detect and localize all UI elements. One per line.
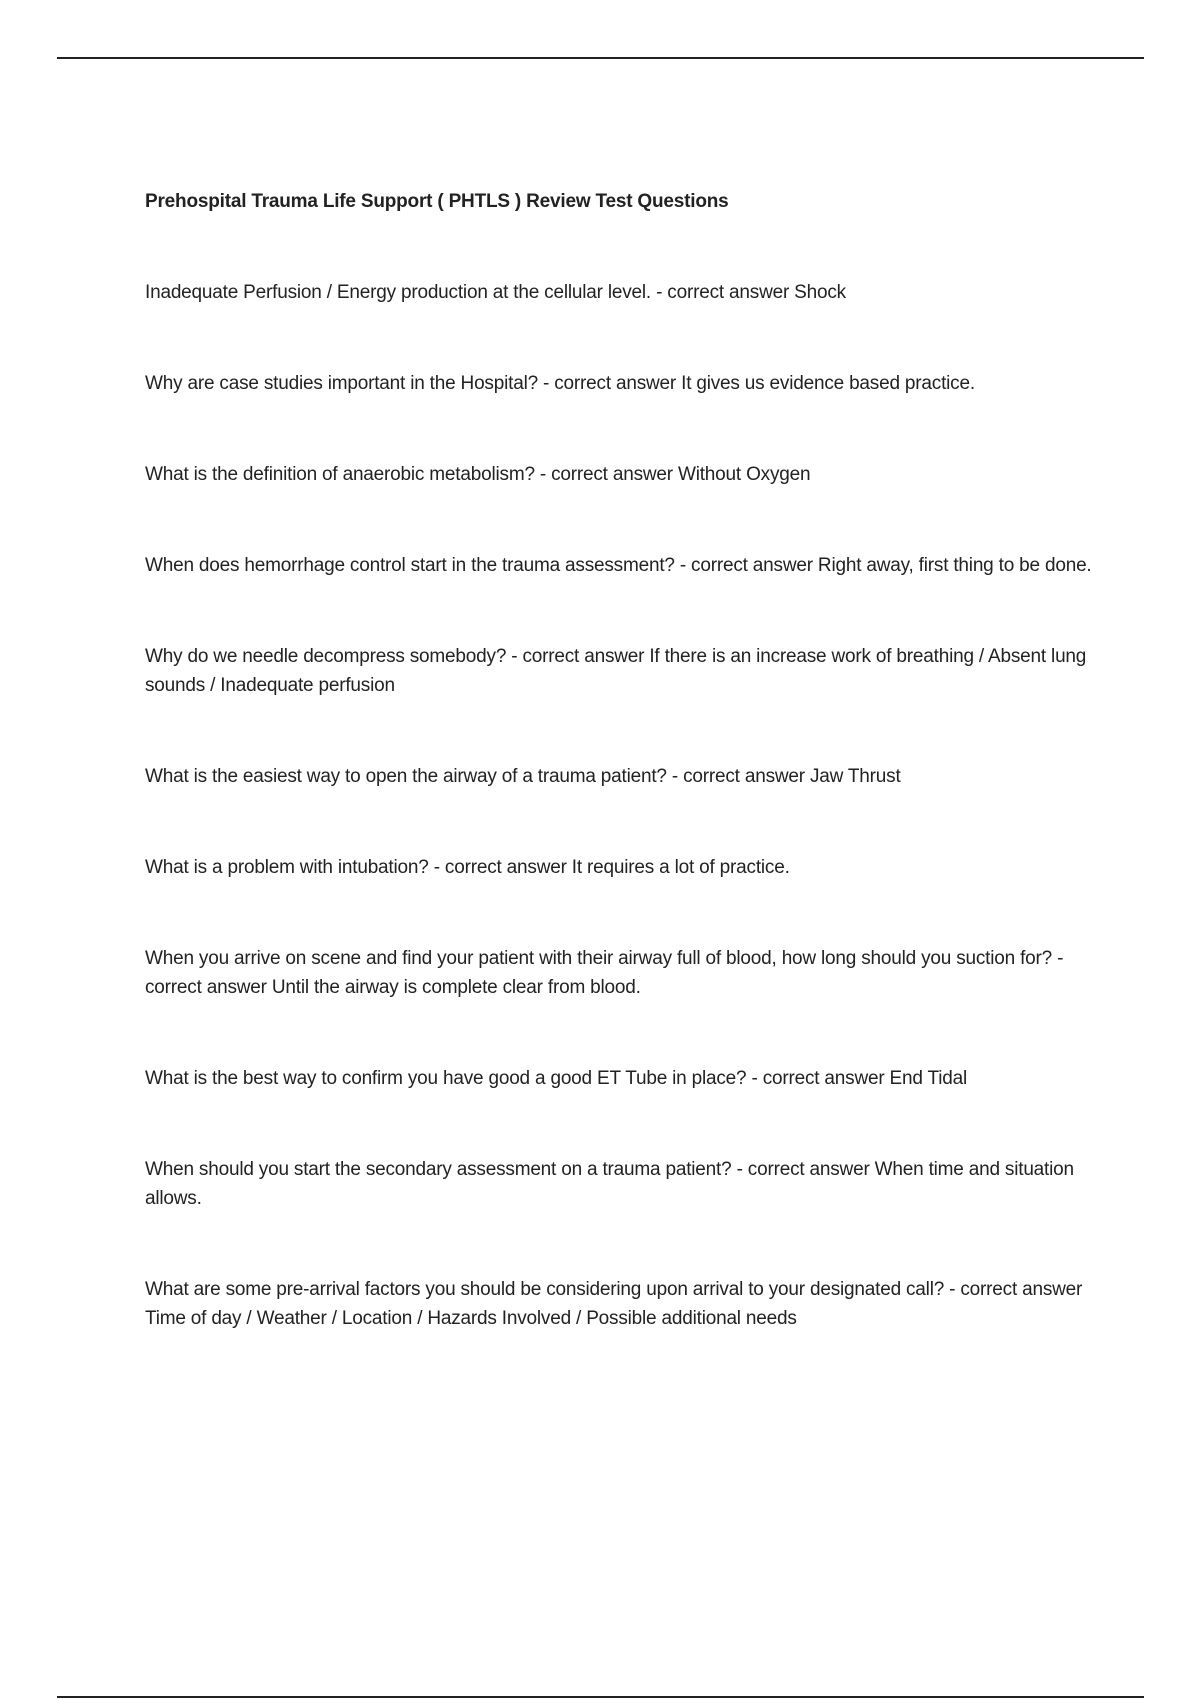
qa-item: Why are case studies important in the Hospital? - correct answer It gives us evidence based practice. [145,373,975,394]
qa-list [145,278,1095,1333]
qa-item: Why do we needle decompress somebody? - correct answer If there is an increase work of breathing / Absent lung sounds / Inadequate perfusion [145,646,1087,696]
qa-item: What are some pre-arrival factors you should be considering upon arrival to your designated call? - correct answer Time of day / Weather / Location / Hazards Involved / Possible additional needs [145,1279,1083,1329]
qa-item: What is a problem with intubation? - correct answer It requires a lot of practice. [145,857,790,878]
document-body [145,188,1095,1333]
document-title: Prehospital Trauma Life Support ( PHTLS ) Review Test Questions [145,191,729,212]
qa-item: When should you start the secondary assessment on a trauma patient? - correct answer When time and situation allows. [145,1159,1074,1209]
qa-item: Inadequate Perfusion / Energy production at the cellular level. - correct answer Shock [145,282,846,303]
qa-item: What is the definition of anaerobic metabolism? - correct answer Without Oxygen [145,464,811,485]
header-rule [57,57,1144,59]
qa-item: When does hemorrhage control start in the trauma assessment? - correct answer Right away, first thing to be done. [145,555,1092,576]
qa-item: When you arrive on scene and find your patient with their airway full of blood, how long should you suction for? - correct answer Until the airway is complete clear from blood. [145,948,1064,998]
qa-item: What is the best way to confirm you have good a good ET Tube in place? - correct answer End Tidal [145,1068,967,1089]
qa-item: What is the easiest way to open the airway of a trauma patient? - correct answer Jaw Thrust [145,766,901,787]
footer-rule [57,1696,1144,1698]
